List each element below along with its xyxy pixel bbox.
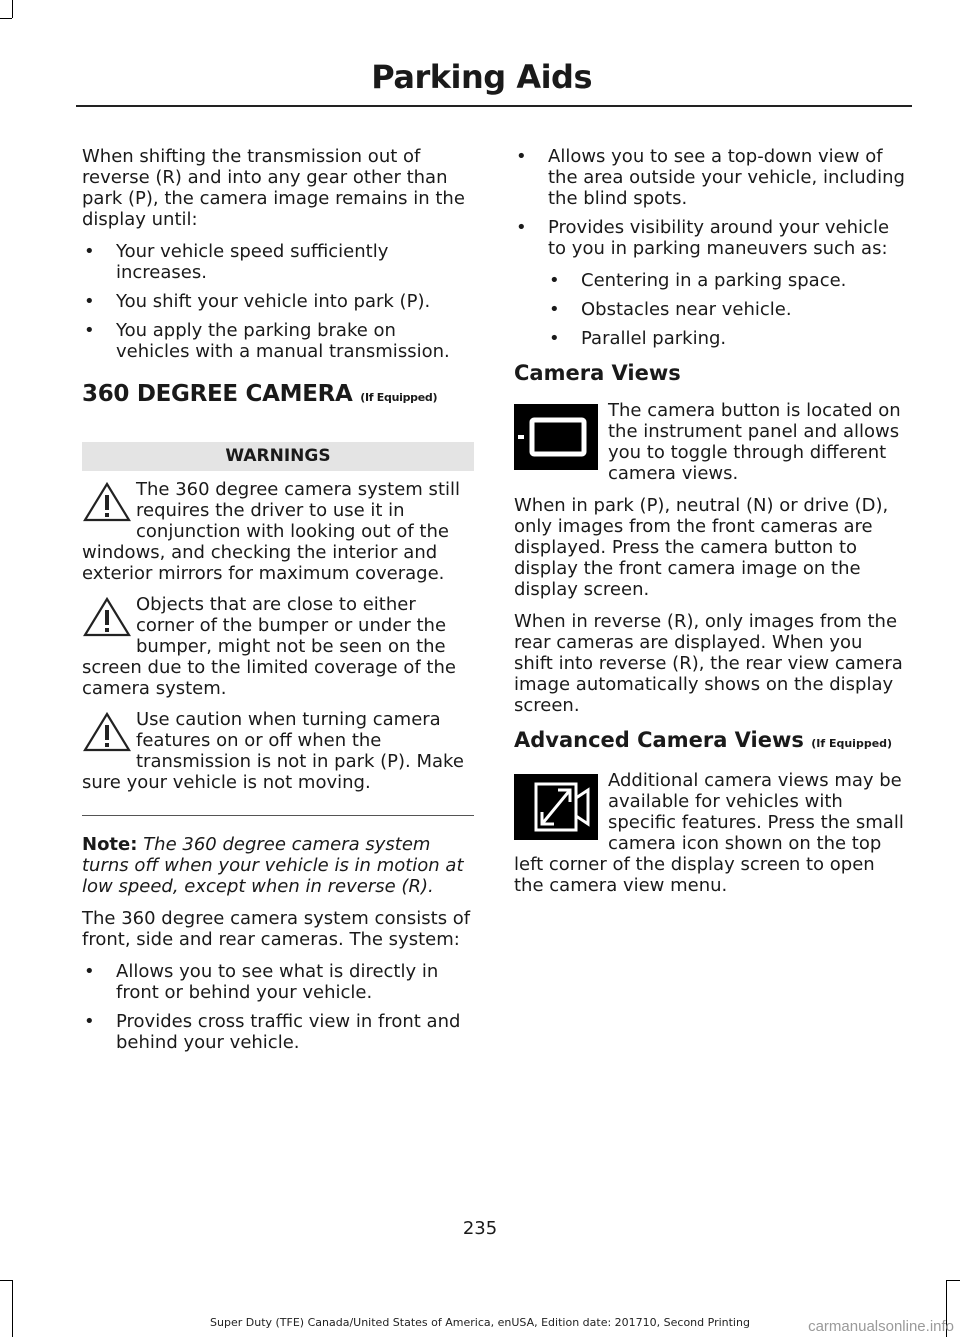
warning-text: Objects that are close to either corner of the bumper or under the bumper, might not be seen on the screen due to the limited coverage of the camera system.	[82, 594, 456, 699]
list-item: • Centering in a parking space.	[514, 270, 907, 291]
crop-mark	[12, 0, 13, 18]
warning-item	[82, 709, 474, 793]
header-rule	[76, 105, 912, 107]
warning-item	[82, 479, 474, 584]
page-number: 235	[462, 1218, 498, 1239]
if-equipped-label: (If Equipped)	[360, 391, 438, 404]
warning-triangle-icon	[82, 711, 132, 753]
note-text: The 360 degree camera system turns off when your vehicle is in motion at low speed, except when in reverse (R).	[82, 834, 464, 897]
camera-button-icon	[514, 404, 598, 470]
advanced-text: Additional camera views may be available for vehicles with specific features. Press the small camera icon shown on the top left corner of the display screen to open the camera view menu.	[514, 770, 904, 896]
list-item: • Allows you to see a top-down view of the area outside your vehicle, including the blind spots.	[514, 146, 907, 209]
section-heading	[82, 381, 474, 408]
watermark: carmanualsonline.info	[808, 1318, 954, 1335]
right-column	[514, 146, 907, 907]
camera-switch-glyph	[514, 774, 598, 840]
advanced-block	[514, 770, 907, 896]
camera-button-glyph	[514, 404, 598, 470]
list-item: • Provides visibility around your vehicle to you in parking maneuvers such as:	[514, 217, 907, 259]
rear-camera-text: When in reverse (R), only images from the rear cameras are displayed. When you shift into reverse (R), the rear view camera image automatically shows on the display screen.	[514, 611, 903, 716]
warning-triangle-icon	[82, 481, 132, 523]
list-item: • You shift your vehicle into park (P).	[82, 291, 474, 312]
advanced-title: Advanced Camera Views	[514, 728, 804, 752]
warning-triangle-icon	[82, 596, 132, 638]
front-camera-text: When in park (P), neutral (N) or drive (D), only images from the front cameras are displayed. Press the camera button to display the front camera image on the display screen.	[514, 495, 889, 600]
page-title: Parking Aids	[371, 58, 592, 96]
camera-views-heading: Camera Views	[514, 361, 681, 385]
list-item: • Obstacles near vehicle.	[514, 299, 907, 320]
camera-switch-icon	[514, 774, 598, 840]
warning-text: The 360 degree camera system still requires the driver to use it in conjunction with looking out of the windows, and checking the interior and exterior mirrors for maximum coverage.	[82, 479, 460, 584]
crop-mark	[0, 18, 12, 19]
features-list	[514, 146, 907, 259]
intro-text: When shifting the transmission out of reverse (R) and into any gear other than park (P), the camera image remains in the display until:	[82, 146, 465, 230]
warning-item	[82, 594, 474, 699]
camera-views-block	[514, 400, 907, 484]
list-item: • Parallel parking.	[514, 328, 907, 349]
note	[82, 834, 474, 897]
advanced-heading	[514, 730, 907, 754]
list-item: • Provides cross traffic view in front and behind your vehicle.	[82, 1011, 474, 1053]
list-item: • You apply the parking brake on vehicles with a manual transmission.	[82, 320, 474, 362]
footer-text: Super Duty (TFE) Canada/United States of America, enUSA, Edition date: 201710, Second Printing	[210, 1316, 750, 1329]
crop-mark	[0, 1280, 12, 1281]
left-column	[82, 146, 474, 1064]
warnings-heading: WARNINGS	[82, 442, 474, 471]
list-item: • Allows you to see what is directly in front or behind your vehicle.	[82, 961, 474, 1003]
list-item: • Your vehicle speed sufficiently increases.	[82, 241, 474, 283]
crop-mark	[946, 1280, 960, 1281]
section-title: 360 DEGREE CAMERA	[82, 381, 353, 407]
maneuvers-list	[514, 270, 907, 349]
if-equipped-label: (If Equipped)	[811, 737, 893, 750]
note-label: Note:	[82, 834, 138, 855]
system-list	[82, 961, 474, 1053]
warnings-box	[82, 442, 474, 816]
system-text: The 360 degree camera system consists of front, side and rear cameras. The system:	[82, 908, 471, 950]
warning-text: Use caution when turning camera features on or off when the transmission is not in park (P). Make sure your vehicle is not moving.	[82, 709, 464, 793]
camera-views-text: The camera button is located on the instrument panel and allows you to toggle through different camera views.	[608, 400, 901, 484]
intro-list	[82, 241, 474, 362]
